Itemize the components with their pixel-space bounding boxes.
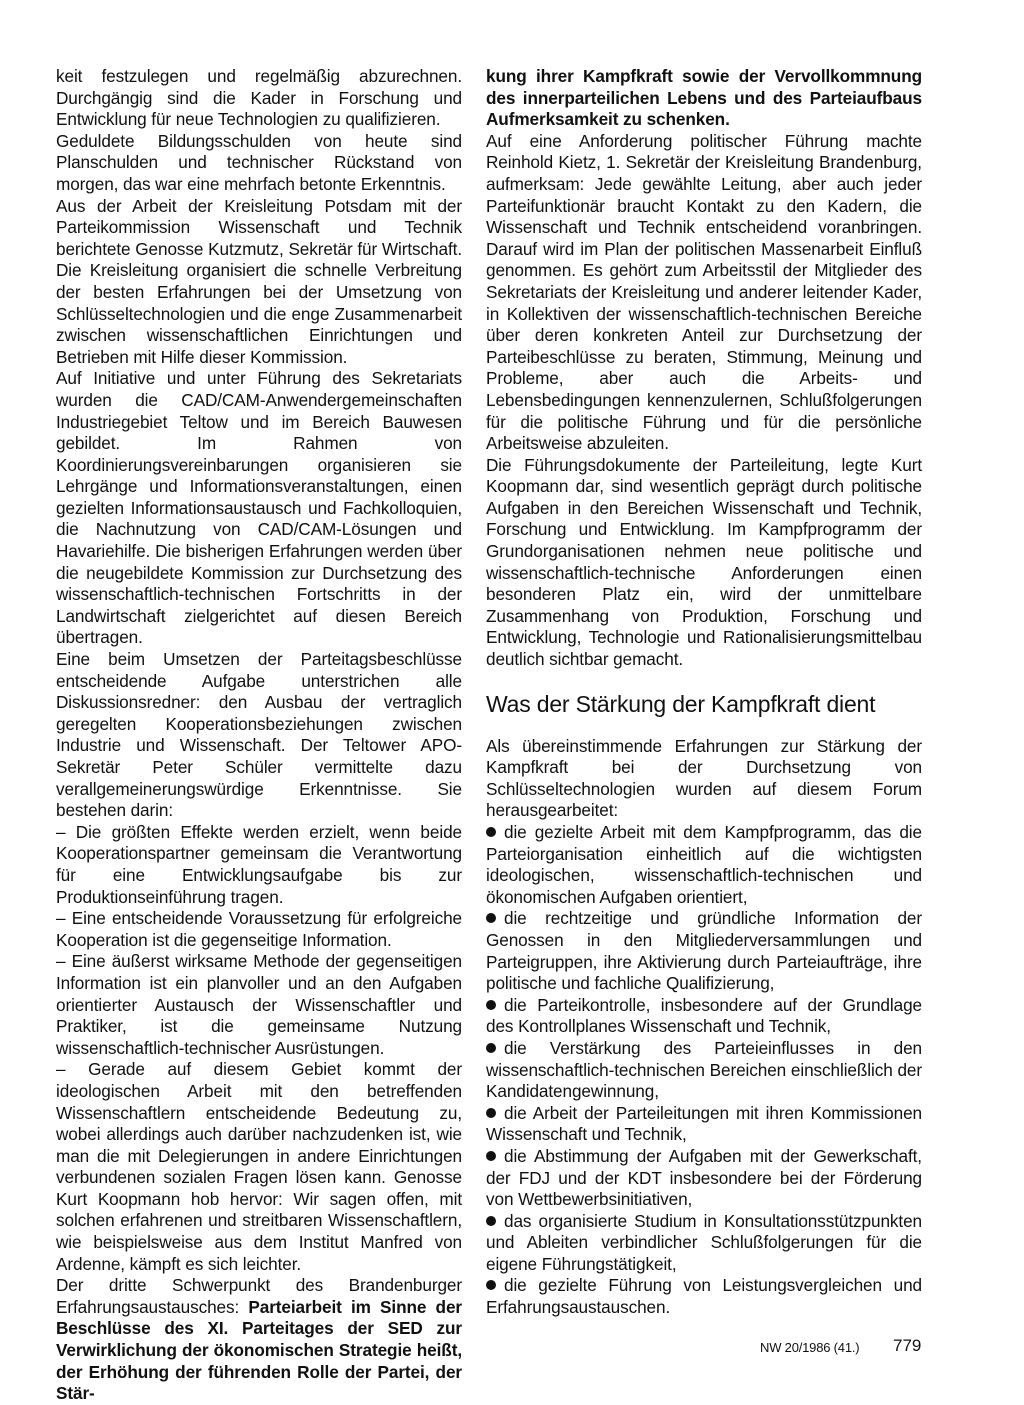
paragraph-text: Der dritte Schwerpunkt des Brandenburger Erfahrungsaustausches: <box>56 1275 462 1317</box>
bullet-dot-icon <box>486 1043 496 1053</box>
bullet-dot-icon <box>486 1216 496 1226</box>
section-heading: Was der Stärkung der Kampfkraft dient <box>486 690 876 717</box>
paragraph <box>56 66 462 131</box>
bullet-text: die gezielte Arbeit mit dem Kampfprogramm, das die Parteiorganisation einheitlich auf die wichtigsten ideologischen, wissenschaftlich-technischen und ökonomischen Aufgaben orientiert, <box>486 822 922 907</box>
bullet-dot-icon <box>486 1000 496 1010</box>
paragraph-text: keit festzulegen und regelmäßig abzurechnen. Durchgängig sind die Kader in Forschung und Entwicklung für neue Technologien zu qualifizieren. <box>56 66 462 130</box>
right-column-body <box>486 66 922 671</box>
bullet-text: die rechtzeitige und gründliche Information der Genossen in den Mitgliederversammlungen und Parteigruppen, ihre Aktivierung durch Parteiaufträge, ihre politische und fachliche Qualifizierung, <box>486 908 922 994</box>
paragraph-text: Aus der Arbeit der Kreisleitung Potsdam mit der Parteikommission Wissenschaft und Technik berichtete Genosse Kutzmutz, Sekretär für Wirtschaft. Die Kreisleitung organisiert die schnelle Verbreitung der besten Erfahrungen bei der Umsetzung von Schlüsseltechnologien und die enge Zusammenarbeit zwischen wissenschaftlichen Einrichtungen und Betrieben mit Hilfe dieser Kommission. <box>56 195 462 367</box>
bullet-item <box>486 1211 922 1276</box>
bullet-dot-icon <box>486 1280 496 1290</box>
bullet-dot-icon <box>486 827 496 837</box>
paragraph <box>486 66 922 131</box>
paragraph <box>56 1059 462 1275</box>
paragraph <box>56 822 462 908</box>
paragraph-text: Geduldete Bildungsschulden von heute sind Planschulden und technischer Rückstand von morgen, das war eine mehrfach betonte Erkenntnis. <box>56 130 462 194</box>
paragraph <box>486 455 922 671</box>
section-intro: Als übereinstimmende Erfahrungen zur Stärkung der Kampfkraft bei der Durchsetzung von Schlüsseltechnologien wurden auf diesem Forum herausgearbeitet: <box>486 735 922 821</box>
bullet-text: die gezielte Führung von Leistungsvergleichen und Erfahrungsaustauschen. <box>486 1275 922 1318</box>
paragraph-text: – Die größten Effekte werden erzielt, wenn beide Kooperationspartner gemeinsam die Verantwortung für eine Entwicklungsaufgabe bis zur Produktionseinführung tragen. <box>56 821 462 907</box>
paragraph <box>56 908 462 951</box>
paragraph <box>56 649 462 822</box>
paragraph <box>56 951 462 1059</box>
page-number: 779 <box>893 1336 922 1355</box>
bullet-dot-icon <box>486 1108 496 1118</box>
bullet-item <box>486 822 922 908</box>
right-column <box>486 66 922 1319</box>
bullet-text: die Parteikontrolle, insbesondere auf der Grundlage des Kontrollplanes Wissenschaft und Technik, <box>486 994 922 1037</box>
paragraph <box>56 368 462 649</box>
bullet-dot-icon <box>486 1151 496 1161</box>
paragraph-text: – Eine entscheidende Voraussetzung für erfolgreiche Kooperation ist die gegenseitige Information. <box>56 908 462 950</box>
bullet-list <box>486 822 922 1319</box>
bullet-item <box>486 1038 922 1103</box>
paragraph-emphasis: kung ihrer Kampfkraft sowie der Vervollkommnung des innerparteilichen Lebens und des Parteiaufbaus Aufmerksamkeit zu schenken. <box>486 66 922 130</box>
paragraph <box>486 131 922 455</box>
paragraph-text: – Gerade auf diesem Gebiet kommt der ideologischen Arbeit mit den betreffenden Wissenschaftlern entscheidende Bedeutung zu, wobei allerdings auch darüber nachzudenken ist, wie man die mit Delegierungen in andere Einrichtungen verbundenen sozialen Fragen lösen kann. Genosse Kurt Koopmann hob hervor: Wir sagen offen, mit solchen erfahrenen und streitbaren Wissenschaftlern, wie beispielsweise aus dem Institut Manfred von Ardenne, kämpft es sich leichter. <box>56 1059 462 1274</box>
bullet-text: das organisierte Studium in Konsultationsstützpunkten und Ableiten verbindlicher Schlußfolgerungen für die eigene Führungstätigkeit, <box>486 1210 922 1274</box>
paragraph-text: Auf eine Anforderung politischer Führung machte Reinhold Kietz, 1. Sekretär der Kreisleitung Brandenburg, aufmerksam: Jede gewählte Leitung, aber auch jeder Parteifunktionär braucht Kontakt zu den Kadern, die Wissenschaft und Technik entscheidend voranbringen. Darauf wird im Plan der politischen Massenarbeit Einfluß genommen. Es gehört zum Arbeitsstil der Mitglieder des Sekretariats der Kreisleitung und anderer leitender Kader, in Kollektiven der wissenschaftlich-technischen Bereiche über deren konkreten Anteil zur Durchsetzung der Parteibeschlüsse zu beraten, Stimmung, Meinung und Probleme, aber auch die Arbeits- und Lebensbedingungen kennenzulernen, Schlußfolgerungen für die politische Führung und für die persönliche Arbeitsweise abzuleiten. <box>486 130 922 454</box>
paragraph-text: – Eine äußerst wirksame Methode der gegenseitigen Information ist ein planvoller und an den Aufgaben orientierter Austausch der Wissenschaftler und Praktiker, ist die gemeinsame Nutzung wissenschaftlich-technischer Ausrüstungen. <box>56 951 462 1058</box>
paragraph-text: Die Führungsdokumente der Parteileitung, legte Kurt Koopmann dar, sind wesentlich geprägt durch politische Aufgaben in den Bereichen Wissenschaft und Technik, Forschung und Entwicklung. Im Kampfprogramm der Grundorganisationen nehmen neue politische und wissenschaftlich-technische Anforderungen einen besonderen Platz ein, wird der unmittelbare Zusammenhang von Produktion, Forschung und Entwicklung, Technologie und Rationalisierungsmittelbau deutlich sichtbar gemacht. <box>486 454 922 670</box>
bullet-item <box>486 1275 922 1318</box>
bullet-dot-icon <box>486 913 496 923</box>
left-column <box>56 66 462 1405</box>
bullet-item <box>486 1103 922 1146</box>
paragraph-text: Auf Initiative und unter Führung des Sekretariats wurden die CAD/CAM-Anwendergemeinschaften Industriegebiet Teltow und im Bereich Bauwesen gebildet. Im Rahmen von Koordinierungsvereinbarungen organisieren sie Lehrgänge und Informationsveranstaltungen, einen gezielten Informationsaustausch und Fachkolloquien, die Nachnutzung von CAD/CAM-Lösungen und Havariehilfe. Die bisherigen Erfahrungen werden über die neugebildete Kommission zur Durchsetzung des wissenschaftlich-technischen Fortschritts in der Landwirtschaft zielgerichtet auf diesen Bereich übertragen. <box>56 368 462 648</box>
paragraph <box>56 196 462 369</box>
bullet-text: die Abstimmung der Aufgaben mit der Gewerkschaft, der FDJ und der KDT insbesondere bei der Förderung von Wettbewerbsinitiativen, <box>486 1145 922 1210</box>
bullet-item <box>486 995 922 1038</box>
paragraph-text: Eine beim Umsetzen der Parteitagsbeschlüsse entscheidende Aufgabe unterstrichen alle Diskussionsredner: den Ausbau der vertraglich geregelten Kooperationsbeziehungen zwischen Industrie und Wissenschaft. Der Teltower APO-Sekretär Peter Schüler vermittelte dazu verallgemeinerungswürdige Erkenntnisse. Sie bestehen darin: <box>56 649 462 821</box>
paragraph <box>56 1275 462 1405</box>
paragraph-emphasis: Parteiarbeit im Sinne der Beschlüsse des XI. Parteitages der SED zur Verwirklichung der ökonomischen Strategie heißt, der Erhöhung der führenden Rolle der Partei, der Stär- <box>56 1296 462 1404</box>
bullet-item <box>486 908 922 994</box>
bullet-text: die Arbeit der Parteileitungen mit ihren Kommissionen Wissenschaft und Technik, <box>486 1102 922 1145</box>
bullet-item <box>486 1146 922 1211</box>
bullet-text: die Verstärkung des Parteieinflusses in den wissenschaftlich-technischen Bereichen einschließlich der Kandidatengewinnung, <box>486 1037 922 1102</box>
paragraph <box>56 131 462 196</box>
journal-reference: NW 20/1986 (41.) <box>760 1340 860 1355</box>
